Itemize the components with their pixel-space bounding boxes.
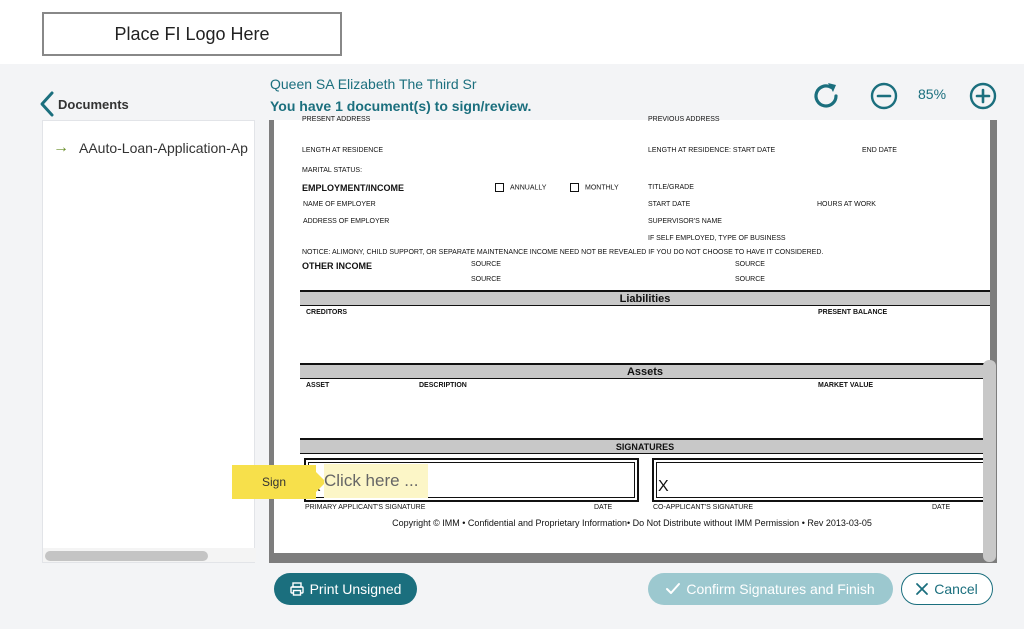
liabilities-heading: Liabilities [300,290,990,306]
hours-at-work-label: HOURS AT WORK [817,201,876,208]
zoom-out-icon[interactable] [869,81,899,111]
cancel-label: Cancel [934,581,978,597]
source-label: SOURCE [735,261,765,268]
zoom-in-icon[interactable] [968,81,998,111]
documents-title: Documents [58,96,129,112]
co-signature-box [652,458,990,502]
source-label: SOURCE [471,261,501,268]
copyright-notice: Copyright © IMM • Confidential and Proprietary Information• Do Not Distribute without IMM Permission • Rev 2013-03-05 [392,518,872,528]
start-date-label: START DATE [648,201,691,208]
top-bar [0,0,1024,64]
primary-date-label: DATE [594,504,613,511]
chevron-left-icon [38,89,58,119]
documents-back-link[interactable] [38,88,129,120]
other-income-heading: OTHER INCOME [302,261,373,271]
monthly-checkbox[interactable] [570,183,579,192]
length-at-residence-start-label: LENGTH AT RESIDENCE: START DATE [648,147,776,154]
market-value-label: MARKET VALUE [818,382,874,389]
signer-name: Queen SA Elizabeth The Third Sr [270,76,477,92]
supervisors-name-label: SUPERVISOR'S NAME [648,218,722,225]
confirm-finish-button[interactable] [648,573,893,605]
document-list-item[interactable] [53,139,263,157]
vertical-scroll-thumb[interactable] [983,360,996,562]
employment-income-heading: EMPLOYMENT/INCOME [302,183,405,193]
co-x-mark: X [658,478,669,495]
cancel-button[interactable] [901,573,993,605]
income-notice: NOTICE: ALIMONY, CHILD SUPPORT, OR SEPARATE MAINTENANCE INCOME NEED NOT BE REVEALED IF YOU DO NOT CHOOSE TO HAVE IT CONSIDERED. [302,249,824,256]
marital-status-label: MARITAL STATUS: [302,167,363,174]
co-signature-label: CO-APPLICANT'S SIGNATURE [653,504,753,511]
zoom-level: 85% [918,86,947,102]
source-label: SOURCE [471,276,501,283]
end-date-label: END DATE [862,147,897,154]
asset-label: ASSET [306,382,330,389]
confirm-finish-label: Confirm Signatures and Finish [686,581,875,597]
signature-click-field[interactable]: Click here ... [324,464,428,498]
present-balance-label: PRESENT BALANCE [818,309,888,316]
source-label: SOURCE [735,276,765,283]
description-label: DESCRIPTION [419,382,467,389]
length-at-residence-label: LENGTH AT RESIDENCE [302,147,384,154]
self-employed-label: IF SELF EMPLOYED, TYPE OF BUSINESS [648,235,786,242]
title-grade-label: TITLE/GRADE [648,184,694,191]
co-date-label: DATE [932,504,951,511]
address-of-employer-label: ADDRESS OF EMPLOYER [303,218,390,225]
annually-option[interactable]: ANNUALLY [495,183,546,192]
assets-heading: Assets [300,363,990,379]
sign-tag[interactable]: Sign [232,465,316,499]
printer-icon [290,582,304,596]
horizontal-scrollbar[interactable] [43,548,256,562]
signer-info [270,76,531,114]
signatures-heading: SIGNATURES [300,438,990,454]
creditors-label: CREDITORS [306,309,348,316]
monthly-option[interactable]: MONTHLY [570,183,619,192]
refresh-icon[interactable] [811,81,841,111]
print-unsigned-button[interactable] [274,573,417,605]
logo-placeholder: Place FI Logo Here [42,12,342,56]
horizontal-scroll-thumb[interactable] [45,551,208,561]
print-unsigned-label: Print Unsigned [309,581,402,597]
previous-address-label: PREVIOUS ADDRESS [648,116,720,123]
sign-status: You have 1 document(s) to sign/review. [270,98,532,114]
check-icon [666,583,680,595]
arrow-right-icon: → [53,139,69,156]
present-address-label: PRESENT ADDRESS [302,116,371,123]
annually-checkbox[interactable] [495,183,504,192]
name-of-employer-label: NAME OF EMPLOYER [303,201,376,208]
document-name: AAuto-Loan-Application-Ap [79,140,248,156]
close-icon [916,583,928,595]
primary-signature-label: PRIMARY APPLICANT'S SIGNATURE [305,504,426,511]
document-list [42,120,255,563]
